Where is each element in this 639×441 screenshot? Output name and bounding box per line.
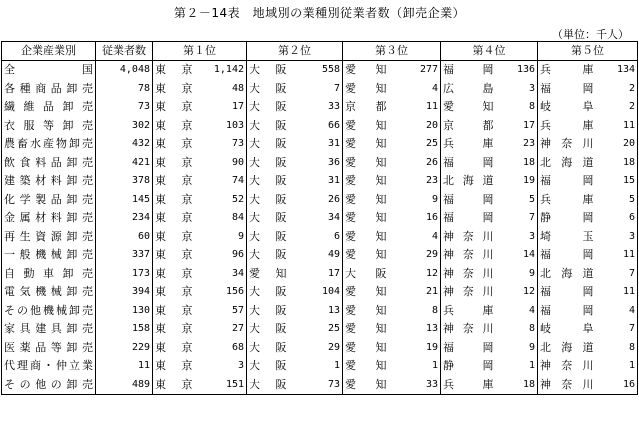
rank2-value-cell: 104 [289, 283, 343, 302]
rank4-value-cell: 4 [496, 302, 538, 321]
header-employees: 従業者数 [96, 42, 153, 61]
rank1-value-cell: 73 [195, 135, 247, 154]
rank4-prefecture-cell: 福岡 [441, 191, 496, 210]
rank4-prefecture-cell: 静岡 [441, 357, 496, 376]
table-row [2, 209, 638, 228]
rank4-value-cell: 8 [496, 320, 538, 339]
industry-cell: 金属材料卸売 [2, 209, 96, 228]
rank2-prefecture-cell: 大阪 [247, 339, 289, 358]
rank1-value-cell: 156 [195, 283, 247, 302]
rank1-prefecture-cell: 東京 [153, 154, 195, 173]
rank2-prefecture-cell: 大阪 [247, 302, 289, 321]
rank4-value-cell: 136 [496, 61, 538, 80]
rank4-value-cell: 3 [496, 80, 538, 99]
rank1-prefecture-cell: 東京 [153, 283, 195, 302]
rank5-prefecture-cell: 福岡 [538, 246, 596, 265]
rank3-value-cell: 23 [389, 172, 441, 191]
rank3-prefecture-cell: 愛知 [343, 246, 389, 265]
rank4-value-cell: 1 [496, 357, 538, 376]
industry-cell: 建築材料卸売 [2, 172, 96, 191]
rank2-value-cell: 13 [289, 302, 343, 321]
rank5-prefecture-cell: 神奈川 [538, 135, 596, 154]
employees-cell: 145 [96, 191, 153, 210]
rank1-prefecture-cell: 東京 [153, 246, 195, 265]
table-row [2, 135, 638, 154]
rank5-value-cell: 16 [596, 376, 638, 395]
header-rank4: 第４位 [441, 42, 538, 61]
rank5-prefecture-cell: 兵庫 [538, 191, 596, 210]
rank1-value-cell: 74 [195, 172, 247, 191]
rank3-value-cell: 29 [389, 246, 441, 265]
rank3-value-cell: 25 [389, 135, 441, 154]
rank3-value-cell: 11 [389, 98, 441, 117]
rank2-value-cell: 17 [289, 265, 343, 284]
rank4-value-cell: 23 [496, 135, 538, 154]
rank3-value-cell: 4 [389, 228, 441, 247]
industry-cell: 繊維品卸売 [2, 98, 96, 117]
rank2-value-cell: 49 [289, 246, 343, 265]
rank5-value-cell: 15 [596, 172, 638, 191]
employees-cell: 234 [96, 209, 153, 228]
rank1-prefecture-cell: 東京 [153, 80, 195, 99]
rank3-prefecture-cell: 京都 [343, 98, 389, 117]
rank1-prefecture-cell: 東京 [153, 191, 195, 210]
rank5-value-cell: 1 [596, 357, 638, 376]
rank4-prefecture-cell: 愛知 [441, 98, 496, 117]
industry-cell: 飲食料品卸売 [2, 154, 96, 173]
industry-cell: 自動車卸売 [2, 265, 96, 284]
rank2-value-cell: 66 [289, 117, 343, 136]
rank2-value-cell: 29 [289, 339, 343, 358]
rank5-value-cell: 11 [596, 246, 638, 265]
rank2-prefecture-cell: 大阪 [247, 376, 289, 395]
rank3-prefecture-cell: 愛知 [343, 228, 389, 247]
rank3-prefecture-cell: 愛知 [343, 172, 389, 191]
rank5-prefecture-cell: 福岡 [538, 80, 596, 99]
employees-cell: 432 [96, 135, 153, 154]
rank5-prefecture-cell: 福岡 [538, 302, 596, 321]
table-row [2, 191, 638, 210]
rank5-prefecture-cell: 福岡 [538, 172, 596, 191]
rank5-prefecture-cell: 神奈川 [538, 357, 596, 376]
industry-cell: その他機械卸売 [2, 302, 96, 321]
rank2-prefecture-cell: 大阪 [247, 80, 289, 99]
industry-cell: 電気機械卸売 [2, 283, 96, 302]
industry-cell: 家具建具卸売 [2, 320, 96, 339]
rank2-prefecture-cell: 大阪 [247, 154, 289, 173]
rank4-prefecture-cell: 兵庫 [441, 376, 496, 395]
rank1-prefecture-cell: 東京 [153, 357, 195, 376]
rank1-value-cell: 34 [195, 265, 247, 284]
rank1-value-cell: 96 [195, 246, 247, 265]
rank4-value-cell: 9 [496, 339, 538, 358]
table-row [2, 357, 638, 376]
header-row [2, 42, 638, 61]
rank4-value-cell: 5 [496, 191, 538, 210]
rank3-value-cell: 8 [389, 302, 441, 321]
rank2-prefecture-cell: 大阪 [247, 357, 289, 376]
header-rank5: 第５位 [538, 42, 638, 61]
rank4-prefecture-cell: 福岡 [441, 209, 496, 228]
rank5-prefecture-cell: 北海道 [538, 265, 596, 284]
rank4-prefecture-cell: 神奈川 [441, 283, 496, 302]
rank2-value-cell: 36 [289, 154, 343, 173]
employees-cell: 73 [96, 98, 153, 117]
rank1-prefecture-cell: 東京 [153, 320, 195, 339]
rank4-value-cell: 19 [496, 172, 538, 191]
rank1-prefecture-cell: 東京 [153, 209, 195, 228]
table-row [2, 61, 638, 80]
employees-cell: 378 [96, 172, 153, 191]
rank5-value-cell: 2 [596, 98, 638, 117]
rank3-value-cell: 16 [389, 209, 441, 228]
table-row [2, 320, 638, 339]
employees-cell: 78 [96, 80, 153, 99]
table-row [2, 228, 638, 247]
rank4-value-cell: 7 [496, 209, 538, 228]
table-row [2, 376, 638, 395]
rank2-prefecture-cell: 大阪 [247, 209, 289, 228]
rank4-value-cell: 17 [496, 117, 538, 136]
rank3-value-cell: 277 [389, 61, 441, 80]
industry-cell: その他の卸売 [2, 376, 96, 395]
table-row [2, 246, 638, 265]
rank1-prefecture-cell: 東京 [153, 339, 195, 358]
employees-cell: 394 [96, 283, 153, 302]
employees-cell: 229 [96, 339, 153, 358]
rank1-value-cell: 9 [195, 228, 247, 247]
rank4-value-cell: 9 [496, 265, 538, 284]
rank5-value-cell: 11 [596, 117, 638, 136]
rank3-value-cell: 26 [389, 154, 441, 173]
rank1-prefecture-cell: 東京 [153, 61, 195, 80]
rank3-value-cell: 21 [389, 283, 441, 302]
header-rank1: 第１位 [153, 42, 247, 61]
rank3-value-cell: 12 [389, 265, 441, 284]
rank4-prefecture-cell: 兵庫 [441, 302, 496, 321]
rank5-value-cell: 5 [596, 191, 638, 210]
rank1-value-cell: 151 [195, 376, 247, 395]
rank2-value-cell: 558 [289, 61, 343, 80]
rank2-value-cell: 33 [289, 98, 343, 117]
rank3-value-cell: 19 [389, 339, 441, 358]
table-row [2, 80, 638, 99]
industry-cell: 一般機械卸売 [2, 246, 96, 265]
rank5-prefecture-cell: 神奈川 [538, 376, 596, 395]
rank2-value-cell: 1 [289, 357, 343, 376]
table-row [2, 154, 638, 173]
employees-cell: 337 [96, 246, 153, 265]
rank3-value-cell: 33 [389, 376, 441, 395]
rank2-value-cell: 25 [289, 320, 343, 339]
employees-cell: 489 [96, 376, 153, 395]
rank2-prefecture-cell: 大阪 [247, 320, 289, 339]
industry-cell: 医薬品等卸売 [2, 339, 96, 358]
employees-cell: 421 [96, 154, 153, 173]
rank3-value-cell: 13 [389, 320, 441, 339]
rank1-prefecture-cell: 東京 [153, 117, 195, 136]
rank1-prefecture-cell: 東京 [153, 376, 195, 395]
rank3-value-cell: 9 [389, 191, 441, 210]
employees-by-region-table [1, 41, 638, 395]
rank2-prefecture-cell: 愛知 [247, 265, 289, 284]
industry-cell: 代理商・仲立業 [2, 357, 96, 376]
table-row [2, 265, 638, 284]
rank1-value-cell: 48 [195, 80, 247, 99]
rank1-value-cell: 52 [195, 191, 247, 210]
industry-cell: 衣服等卸売 [2, 117, 96, 136]
rank4-prefecture-cell: 福岡 [441, 339, 496, 358]
rank4-prefecture-cell: 北海道 [441, 172, 496, 191]
rank3-prefecture-cell: 愛知 [343, 302, 389, 321]
rank5-value-cell: 11 [596, 283, 638, 302]
rank2-prefecture-cell: 大阪 [247, 172, 289, 191]
rank4-prefecture-cell: 京都 [441, 117, 496, 136]
rank5-prefecture-cell: 静岡 [538, 209, 596, 228]
rank3-prefecture-cell: 愛知 [343, 61, 389, 80]
rank5-value-cell: 7 [596, 320, 638, 339]
rank4-prefecture-cell: 神奈川 [441, 320, 496, 339]
employees-cell: 158 [96, 320, 153, 339]
rank5-value-cell: 8 [596, 339, 638, 358]
rank5-prefecture-cell: 兵庫 [538, 117, 596, 136]
rank1-value-cell: 90 [195, 154, 247, 173]
rank4-prefecture-cell: 神奈川 [441, 228, 496, 247]
table-row [2, 339, 638, 358]
rank3-prefecture-cell: 愛知 [343, 191, 389, 210]
rank2-value-cell: 26 [289, 191, 343, 210]
rank4-prefecture-cell: 福岡 [441, 154, 496, 173]
table-row [2, 98, 638, 117]
rank4-prefecture-cell: 広島 [441, 80, 496, 99]
rank3-prefecture-cell: 愛知 [343, 117, 389, 136]
rank1-value-cell: 1,142 [195, 61, 247, 80]
header-rank2: 第２位 [247, 42, 343, 61]
industry-cell: 再生資源卸売 [2, 228, 96, 247]
rank1-prefecture-cell: 東京 [153, 265, 195, 284]
rank3-prefecture-cell: 愛知 [343, 357, 389, 376]
rank4-value-cell: 18 [496, 376, 538, 395]
rank1-value-cell: 17 [195, 98, 247, 117]
rank5-value-cell: 3 [596, 228, 638, 247]
industry-cell: 各種商品卸売 [2, 80, 96, 99]
rank4-value-cell: 8 [496, 98, 538, 117]
rank3-prefecture-cell: 愛知 [343, 80, 389, 99]
rank2-prefecture-cell: 大阪 [247, 61, 289, 80]
employees-cell: 302 [96, 117, 153, 136]
rank5-value-cell: 134 [596, 61, 638, 80]
rank1-value-cell: 3 [195, 357, 247, 376]
rank1-prefecture-cell: 東京 [153, 135, 195, 154]
unit-label: （単位：千人） [552, 28, 629, 41]
rank2-value-cell: 34 [289, 209, 343, 228]
employees-cell: 130 [96, 302, 153, 321]
rank1-value-cell: 103 [195, 117, 247, 136]
table-title: 第２－14表 地域別の業種別従業者数（卸売企業） [173, 6, 466, 20]
rank4-value-cell: 12 [496, 283, 538, 302]
rank5-value-cell: 18 [596, 154, 638, 173]
rank1-prefecture-cell: 東京 [153, 302, 195, 321]
rank5-prefecture-cell: 埼玉 [538, 228, 596, 247]
rank3-value-cell: 1 [389, 357, 441, 376]
rank1-value-cell: 27 [195, 320, 247, 339]
rank5-value-cell: 7 [596, 265, 638, 284]
employees-cell: 173 [96, 265, 153, 284]
rank2-prefecture-cell: 大阪 [247, 135, 289, 154]
rank3-prefecture-cell: 大阪 [343, 265, 389, 284]
rank5-prefecture-cell: 福岡 [538, 283, 596, 302]
rank5-value-cell: 20 [596, 135, 638, 154]
rank5-prefecture-cell: 岐阜 [538, 98, 596, 117]
rank4-value-cell: 3 [496, 228, 538, 247]
rank2-value-cell: 31 [289, 172, 343, 191]
rank1-value-cell: 57 [195, 302, 247, 321]
rank1-value-cell: 84 [195, 209, 247, 228]
industry-cell: 農畜水産物卸売 [2, 135, 96, 154]
rank4-value-cell: 14 [496, 246, 538, 265]
industry-cell: 化学製品卸売 [2, 191, 96, 210]
rank3-prefecture-cell: 愛知 [343, 283, 389, 302]
rank2-prefecture-cell: 大阪 [247, 283, 289, 302]
rank4-prefecture-cell: 神奈川 [441, 265, 496, 284]
rank5-value-cell: 6 [596, 209, 638, 228]
employees-cell: 4,048 [96, 61, 153, 80]
table-row [2, 302, 638, 321]
employees-cell: 11 [96, 357, 153, 376]
rank4-prefecture-cell: 福岡 [441, 61, 496, 80]
employees-cell: 60 [96, 228, 153, 247]
industry-cell: 全国 [2, 61, 96, 80]
rank2-prefecture-cell: 大阪 [247, 246, 289, 265]
header-industry: 企業産業別 [2, 42, 96, 61]
rank3-prefecture-cell: 愛知 [343, 339, 389, 358]
rank3-prefecture-cell: 愛知 [343, 154, 389, 173]
rank3-prefecture-cell: 愛知 [343, 320, 389, 339]
rank4-value-cell: 18 [496, 154, 538, 173]
rank5-value-cell: 2 [596, 80, 638, 99]
rank4-prefecture-cell: 兵庫 [441, 135, 496, 154]
rank5-value-cell: 4 [596, 302, 638, 321]
rank3-prefecture-cell: 愛知 [343, 209, 389, 228]
rank1-prefecture-cell: 東京 [153, 98, 195, 117]
table-row [2, 283, 638, 302]
rank2-value-cell: 73 [289, 376, 343, 395]
rank3-prefecture-cell: 愛知 [343, 135, 389, 154]
rank3-value-cell: 20 [389, 117, 441, 136]
rank2-value-cell: 6 [289, 228, 343, 247]
table-row [2, 117, 638, 136]
rank3-value-cell: 4 [389, 80, 441, 99]
table-row [2, 172, 638, 191]
rank2-value-cell: 7 [289, 80, 343, 99]
rank1-prefecture-cell: 東京 [153, 172, 195, 191]
rank4-prefecture-cell: 神奈川 [441, 246, 496, 265]
rank1-value-cell: 68 [195, 339, 247, 358]
rank5-prefecture-cell: 岐阜 [538, 320, 596, 339]
rank1-prefecture-cell: 東京 [153, 228, 195, 247]
rank2-prefecture-cell: 大阪 [247, 191, 289, 210]
rank5-prefecture-cell: 北海道 [538, 339, 596, 358]
rank5-prefecture-cell: 北海道 [538, 154, 596, 173]
rank2-prefecture-cell: 大阪 [247, 228, 289, 247]
rank3-prefecture-cell: 愛知 [343, 376, 389, 395]
rank5-prefecture-cell: 兵庫 [538, 61, 596, 80]
rank2-prefecture-cell: 大阪 [247, 98, 289, 117]
rank2-value-cell: 31 [289, 135, 343, 154]
header-rank3: 第３位 [343, 42, 441, 61]
rank2-prefecture-cell: 大阪 [247, 117, 289, 136]
